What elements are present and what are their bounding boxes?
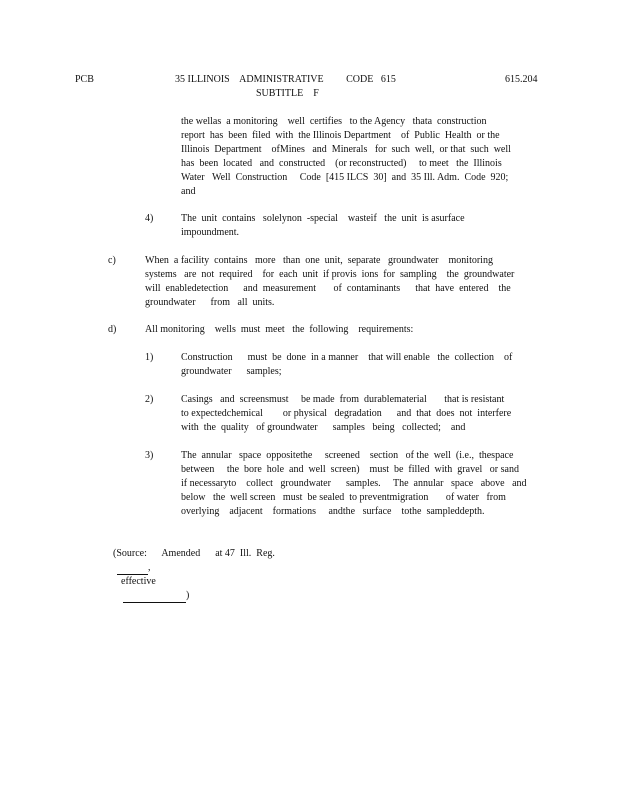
paragraph-line: if necessaryto collect groundwater samples. The annular space above and xyxy=(181,478,527,489)
paragraph-line: Construction must be done in a manner that will enable the collection of xyxy=(181,352,513,363)
paragraph-line: groundwater from all units. xyxy=(145,297,275,308)
paragraph-line: the wellas a monitoring well certifies to the Agency thata construction xyxy=(181,116,487,127)
paragraph-line: report has been filed with the Illinois Department of Public Health or the xyxy=(181,130,500,141)
item-d2-marker: 2) xyxy=(145,394,154,405)
paragraph-line: Water Well Construction Code [415 ILCS 30] and 35 Ill. Adm. Code 920; xyxy=(181,172,509,183)
paragraph-line: will enabledetection and measurement of contaminants that have entered the xyxy=(145,283,511,294)
paragraph-line: to expectedchemical or physical degradation and that does not interfere xyxy=(181,408,512,419)
paragraph-line: and xyxy=(181,186,196,197)
paragraph-line: The annular space oppositethe screened section of the well (i.e., thespace xyxy=(181,450,514,461)
item-d-marker: d) xyxy=(108,324,117,335)
item-d1-marker: 1) xyxy=(145,352,154,363)
paragraph-line: groundwater samples; xyxy=(181,366,282,377)
source-effective-label: effective xyxy=(121,576,156,587)
source-note xyxy=(108,533,275,603)
paragraph-line: Illinois Department ofMines and Minerals for such well, or that such well xyxy=(181,144,511,155)
item-b4-marker: 4) xyxy=(145,213,154,224)
paragraph-line: below the well screen must be sealed to preventmigration of water from xyxy=(181,492,506,503)
paragraph-line: has been located and constructed (or reconstructed) to meet the Illinois xyxy=(181,158,502,169)
paragraph-line: overlying adjacent formations andthe surface tothe sampleddepth. xyxy=(181,506,485,517)
effective-date-blank xyxy=(123,591,186,603)
paragraph-line: The unit contains solelynon -special wasteif the unit is asurface xyxy=(181,213,465,224)
header-section-number: 615.204 xyxy=(505,74,538,85)
header-subtitle: SUBTITLE F xyxy=(256,88,319,99)
paragraph-line: with the quality of groundwater samples being collected; and xyxy=(181,422,466,433)
paragraph-line: When a facility contains more than one unit, separate groundwater monitoring xyxy=(145,255,493,266)
source-comma: , xyxy=(148,562,151,573)
source-close: ) xyxy=(186,590,190,601)
paragraph-line: Casings and screensmust be made from durablematerial that is resistant xyxy=(181,394,505,405)
header-agency: PCB xyxy=(75,74,94,85)
source-prefix: (Source: Amended at 47 Ill. Reg. xyxy=(113,548,275,559)
header-title: 35 ILLINOIS ADMINISTRATIVE CODE 615 xyxy=(175,74,396,85)
paragraph-line: systems are not required for each unit if provis ions for sampling the groundwater xyxy=(145,269,515,280)
item-d3-marker: 3) xyxy=(145,450,154,461)
paragraph-line: impoundment. xyxy=(181,227,240,238)
item-d-text: All monitoring wells must meet the following requirements: xyxy=(145,324,414,335)
item-c-marker: c) xyxy=(108,255,116,266)
paragraph-line: between the bore hole and well screen) must be filled with gravel or sand xyxy=(181,464,519,475)
register-page-blank xyxy=(117,563,148,575)
